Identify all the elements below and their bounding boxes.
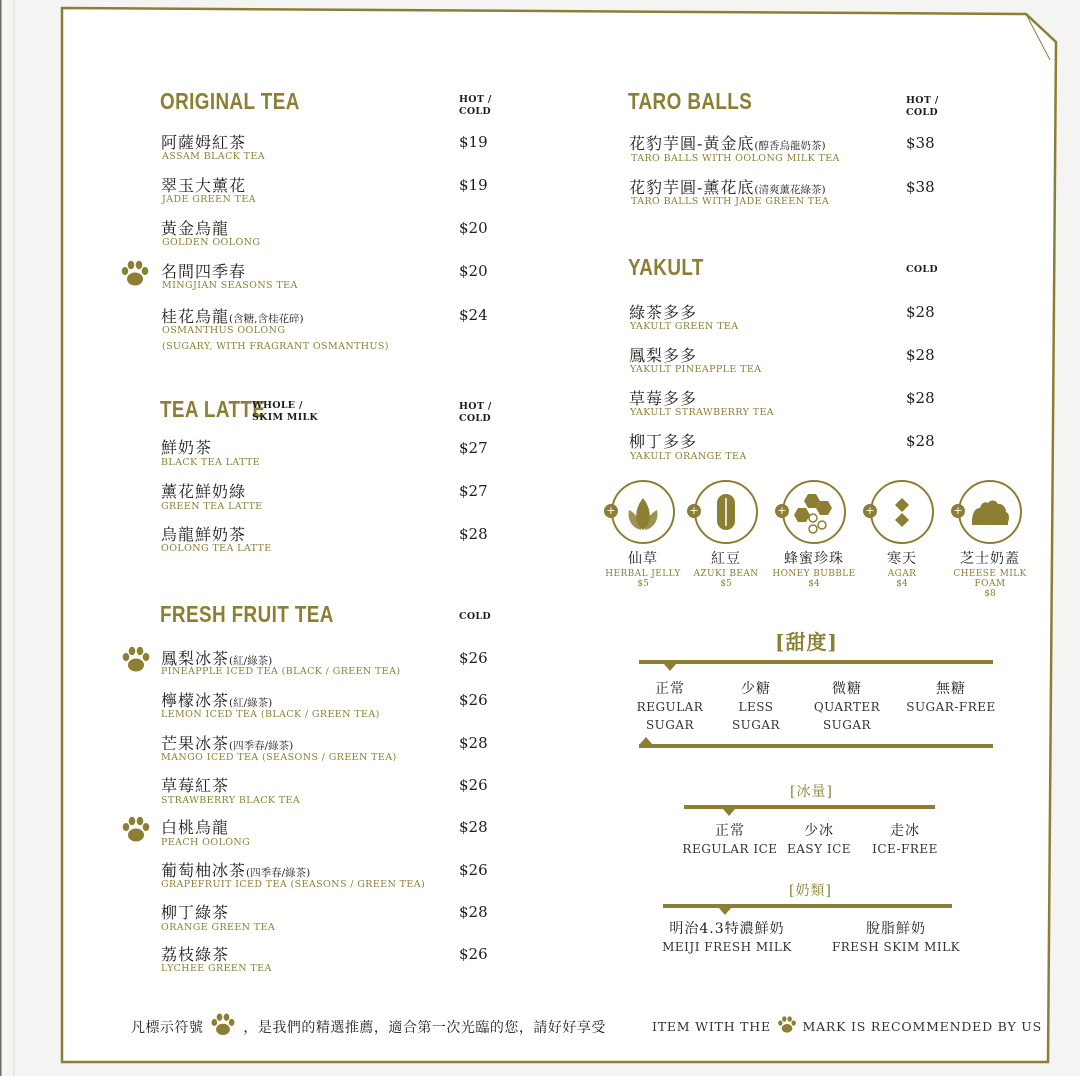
item-name-zh-main: 芒果冰茶 bbox=[161, 734, 230, 753]
milk-option-skim bbox=[830, 918, 962, 956]
cold-label: COLD bbox=[906, 107, 938, 118]
addon-price: $8 bbox=[984, 589, 996, 599]
addon-name-en: AGAR bbox=[887, 569, 917, 579]
paw-icon bbox=[210, 1012, 236, 1038]
item-name-zh: 荔枝綠茶 bbox=[161, 945, 230, 964]
option-en: MEIJI FRESH MILK bbox=[662, 940, 792, 954]
paw-icon bbox=[120, 259, 150, 289]
addon-name-en: HONEY BUBBLE bbox=[772, 569, 856, 579]
item-name-en: BLACK TEA LATTE bbox=[161, 457, 261, 468]
option-en: REGULAR ICE bbox=[682, 842, 778, 856]
item-price: $28 bbox=[906, 389, 935, 407]
option-en: REGULAR bbox=[636, 700, 704, 714]
footer-note-zh bbox=[131, 1012, 606, 1038]
item-name-en: MANGO ICED TEA (SEASONS / GREEN TEA) bbox=[161, 752, 397, 763]
footer-en-after: MARK IS RECOMMENDED BY US bbox=[802, 1019, 1042, 1034]
item-name-zh: 草莓多多 bbox=[629, 389, 698, 408]
addon-name-zh: 芝士奶蓋 bbox=[960, 551, 1020, 567]
addon-agar bbox=[852, 480, 952, 589]
item-price: $38 bbox=[906, 178, 935, 196]
item-name-en: GREEN TEA LATTE bbox=[161, 501, 263, 512]
item-name-en: STRAWBERRY BLACK TEA bbox=[161, 795, 301, 806]
item-name-en: JADE GREEN TEA bbox=[162, 194, 256, 205]
milk-option-meiji bbox=[658, 918, 796, 956]
plus-icon: + bbox=[687, 504, 701, 518]
hot-label: HOT / bbox=[459, 401, 492, 412]
item-name-zh-main: 檸檬冰茶 bbox=[161, 691, 230, 710]
item-price: $26 bbox=[459, 861, 488, 879]
section-title-taro-balls: TARO BALLS bbox=[628, 88, 753, 114]
item-name-zh bbox=[161, 688, 272, 711]
item-price: $20 bbox=[459, 262, 488, 280]
ice-title: [冰量] bbox=[790, 784, 833, 800]
option-en: ICE-FREE bbox=[872, 842, 938, 856]
item-price: $28 bbox=[906, 303, 935, 321]
hot-cold-header bbox=[459, 94, 492, 118]
milk-top-bar bbox=[663, 904, 952, 908]
addon-cheese-milk-foam bbox=[940, 480, 1040, 599]
option-en: SUGAR bbox=[731, 718, 781, 732]
item-price: $27 bbox=[459, 439, 488, 457]
item-name-zh bbox=[629, 131, 826, 154]
plus-icon: + bbox=[775, 504, 789, 518]
cold-label: COLD bbox=[459, 413, 491, 424]
section-title-yakult: YAKULT bbox=[628, 254, 704, 280]
addon-price: $4 bbox=[896, 579, 908, 589]
item-note-zh: (四季春/綠茶) bbox=[229, 740, 294, 752]
item-name-zh: 阿薩姆紅茶 bbox=[161, 133, 247, 152]
addon-name-en: CHEESE MILK FOAM bbox=[953, 569, 1027, 589]
footer-note-en bbox=[652, 1015, 1042, 1035]
item-price: $27 bbox=[459, 482, 488, 500]
item-name-zh bbox=[629, 175, 826, 198]
item-price: $26 bbox=[459, 776, 488, 794]
item-note-zh: (醇香烏龍奶茶) bbox=[754, 140, 826, 152]
item-price: $26 bbox=[459, 649, 488, 667]
item-name-zh bbox=[161, 858, 310, 881]
option-zh: 走冰 bbox=[890, 823, 920, 839]
item-name-en: PEACH OOLONG bbox=[161, 837, 251, 848]
item-name-zh bbox=[161, 304, 304, 327]
item-name-zh-main: 葡萄柚冰茶 bbox=[161, 861, 247, 880]
hot-label: HOT / bbox=[906, 95, 939, 106]
sweetness-title: [甜度] bbox=[775, 630, 838, 654]
item-name-zh: 黃金烏龍 bbox=[161, 219, 230, 238]
addon-circle bbox=[777, 480, 846, 544]
item-name-zh: 鮮奶茶 bbox=[161, 438, 213, 457]
section-title-original-tea: ORIGINAL TEA bbox=[160, 88, 300, 114]
cold-header: COLD bbox=[906, 264, 938, 275]
bar-notch bbox=[723, 809, 735, 816]
cold-label: COLD bbox=[459, 106, 491, 117]
item-price: $26 bbox=[459, 691, 488, 709]
addon-price: $5 bbox=[720, 579, 732, 589]
option-zh: 少冰 bbox=[804, 823, 834, 839]
ice-option-free bbox=[867, 820, 943, 858]
option-en: QUARTER bbox=[813, 700, 881, 714]
cold-header: COLD bbox=[459, 611, 491, 622]
item-name-en: OOLONG TEA LATTE bbox=[161, 543, 272, 554]
ice-option-easy bbox=[783, 820, 855, 858]
paw-icon bbox=[121, 815, 151, 845]
item-note-zh: (含糖,含桂花碎) bbox=[229, 313, 304, 325]
plus-icon: + bbox=[951, 504, 965, 518]
item-name-en: YAKULT ORANGE TEA bbox=[630, 451, 747, 462]
option-zh: 正常 bbox=[655, 681, 685, 697]
item-name-zh: 名間四季春 bbox=[161, 262, 247, 281]
option-en: SUGAR bbox=[645, 718, 695, 732]
milk-type-header bbox=[252, 400, 318, 424]
item-name-zh-main: 鳳梨冰茶 bbox=[161, 649, 230, 668]
item-price: $20 bbox=[459, 219, 488, 237]
item-name-zh: 鳳梨多多 bbox=[629, 346, 698, 365]
addon-circle bbox=[953, 480, 1022, 544]
item-name-en: YAKULT PINEAPPLE TEA bbox=[630, 364, 762, 375]
item-note-zh: (四季春/綠茶) bbox=[246, 867, 311, 879]
addon-name-zh: 蜂蜜珍珠 bbox=[784, 551, 844, 567]
item-name-en: GOLDEN OOLONG bbox=[162, 237, 261, 248]
option-zh: 脫脂鮮奶 bbox=[866, 921, 926, 937]
footer-zh-after: ，是我們的精選推薦，適合第一次光臨的您，請好好享受 bbox=[243, 1020, 606, 1036]
sweetness-option-free bbox=[903, 678, 999, 716]
footer-en-before: ITEM WITH THE bbox=[652, 1019, 771, 1034]
sweetness-option-less bbox=[716, 678, 796, 734]
item-price: $28 bbox=[459, 903, 488, 921]
item-name-zh: 白桃烏龍 bbox=[161, 818, 230, 837]
item-price: $28 bbox=[459, 818, 488, 836]
skim-milk-label: SKIM MILK bbox=[252, 412, 318, 423]
sweetness-bottom-bar bbox=[639, 744, 993, 748]
option-zh: 微糖 bbox=[832, 681, 862, 697]
item-name-en: ASSAM BLACK TEA bbox=[162, 151, 265, 162]
item-price: $28 bbox=[459, 734, 488, 752]
whole-milk-label: WHOLE / bbox=[252, 400, 303, 411]
item-name-zh: 薰花鮮奶綠 bbox=[161, 482, 247, 501]
addon-price: $5 bbox=[637, 579, 649, 589]
item-name-en: PINEAPPLE ICED TEA (BLACK / GREEN TEA) bbox=[161, 666, 401, 677]
item-name-zh: 綠茶多多 bbox=[629, 303, 698, 322]
addon-name-en: AZUKI BEAN bbox=[693, 569, 759, 579]
addon-honey-bubble bbox=[764, 480, 864, 589]
paw-icon bbox=[777, 1015, 797, 1035]
item-note-zh: (紅/綠茶) bbox=[229, 697, 273, 709]
item-name-en: ORANGE GREEN TEA bbox=[161, 922, 276, 933]
item-name-zh-main: 花豹芋圓-薰花底 bbox=[629, 178, 755, 197]
ice-option-regular bbox=[680, 820, 780, 858]
option-en: LESS bbox=[738, 700, 774, 714]
item-name-zh: 翠玉大薰花 bbox=[161, 176, 247, 195]
item-price: $28 bbox=[906, 432, 935, 450]
item-name-en: YAKULT STRAWBERRY TEA bbox=[630, 407, 775, 418]
item-name-en: OSMANTHUS OOLONG bbox=[162, 325, 286, 336]
addon-name-zh: 仙草 bbox=[628, 551, 658, 567]
item-price: $38 bbox=[906, 134, 935, 152]
bar-notch bbox=[664, 664, 676, 671]
item-note-zh: (紅/綠茶) bbox=[229, 655, 273, 667]
item-name-zh: 柳丁多多 bbox=[629, 432, 698, 451]
option-en: SUGAR-FREE bbox=[906, 700, 996, 714]
sweetness-option-regular bbox=[630, 678, 710, 734]
option-zh: 無糖 bbox=[936, 681, 966, 697]
addon-name-en: HERBAL JELLY bbox=[605, 569, 681, 579]
addon-circle bbox=[689, 480, 758, 544]
option-zh: 正常 bbox=[715, 823, 745, 839]
item-note-zh: (清爽薰花綠茶) bbox=[754, 184, 826, 196]
sweetness-option-quarter bbox=[802, 678, 892, 734]
hot-label: HOT / bbox=[459, 94, 492, 105]
option-zh: 明治4.3特濃鮮奶 bbox=[669, 921, 785, 937]
item-name-zh bbox=[161, 731, 293, 754]
section-title-fresh-fruit-tea: FRESH FRUIT TEA bbox=[160, 601, 334, 627]
plus-icon: + bbox=[863, 504, 877, 518]
item-name-en: LYCHEE GREEN TEA bbox=[161, 963, 272, 974]
item-price: $28 bbox=[459, 525, 488, 543]
addon-circle bbox=[606, 480, 675, 544]
bar-notch bbox=[640, 737, 652, 744]
item-name-en: GRAPEFRUIT ICED TEA (SEASONS / GREEN TEA) bbox=[161, 879, 426, 890]
item-price: $24 bbox=[459, 306, 488, 324]
addon-name-zh: 寒天 bbox=[887, 551, 917, 567]
item-price: $19 bbox=[459, 176, 488, 194]
item-name-zh-main: 花豹芋圓-黃金底 bbox=[629, 134, 755, 153]
option-en: EASY ICE bbox=[786, 842, 852, 856]
item-name-en: TARO BALLS WITH JADE GREEN TEA bbox=[631, 196, 830, 207]
addon-price: $4 bbox=[808, 579, 820, 589]
cheese-foam-icon bbox=[960, 482, 1020, 542]
paw-icon bbox=[121, 645, 151, 675]
item-name-en: YAKULT GREEN TEA bbox=[630, 321, 739, 332]
item-name-zh-main: 桂花烏龍 bbox=[161, 307, 230, 326]
item-note-en: (SUGARY, WITH FRAGRANT OSMANTHUS) bbox=[162, 341, 389, 352]
item-name-zh: 草莓紅茶 bbox=[161, 776, 230, 795]
sweetness-top-bar bbox=[639, 660, 993, 664]
item-price: $28 bbox=[906, 346, 935, 364]
item-name-en: TARO BALLS WITH OOLONG MILK TEA bbox=[631, 153, 840, 164]
item-price: $26 bbox=[459, 945, 488, 963]
milk-title: [奶類] bbox=[789, 883, 832, 899]
section-title-tea-latte: TEA LATTE bbox=[160, 396, 266, 422]
bar-notch bbox=[719, 908, 731, 915]
addon-circle bbox=[865, 480, 934, 544]
azuki-bean-icon bbox=[696, 482, 756, 542]
item-name-en: LEMON ICED TEA (BLACK / GREEN TEA) bbox=[161, 709, 380, 720]
footer-zh-before: 凡標示符號 bbox=[131, 1020, 204, 1036]
honey-bubble-icon bbox=[784, 482, 844, 542]
option-en: FRESH SKIM MILK bbox=[831, 940, 961, 954]
agar-icon bbox=[872, 482, 932, 542]
item-name-zh: 烏龍鮮奶茶 bbox=[161, 525, 247, 544]
option-en: SUGAR bbox=[822, 718, 872, 732]
item-price: $19 bbox=[459, 133, 488, 151]
option-zh: 少糖 bbox=[741, 681, 771, 697]
herbal-jelly-icon bbox=[613, 482, 673, 542]
ice-top-bar bbox=[684, 805, 935, 809]
addon-azuki-bean bbox=[676, 480, 776, 589]
item-name-en: MINGJIAN SEASONS TEA bbox=[162, 280, 298, 291]
hot-cold-header bbox=[459, 401, 492, 425]
hot-cold-header bbox=[906, 95, 939, 119]
addon-name-zh: 紅豆 bbox=[711, 551, 741, 567]
plus-icon: + bbox=[604, 504, 618, 518]
item-name-zh: 柳丁綠茶 bbox=[161, 903, 230, 922]
